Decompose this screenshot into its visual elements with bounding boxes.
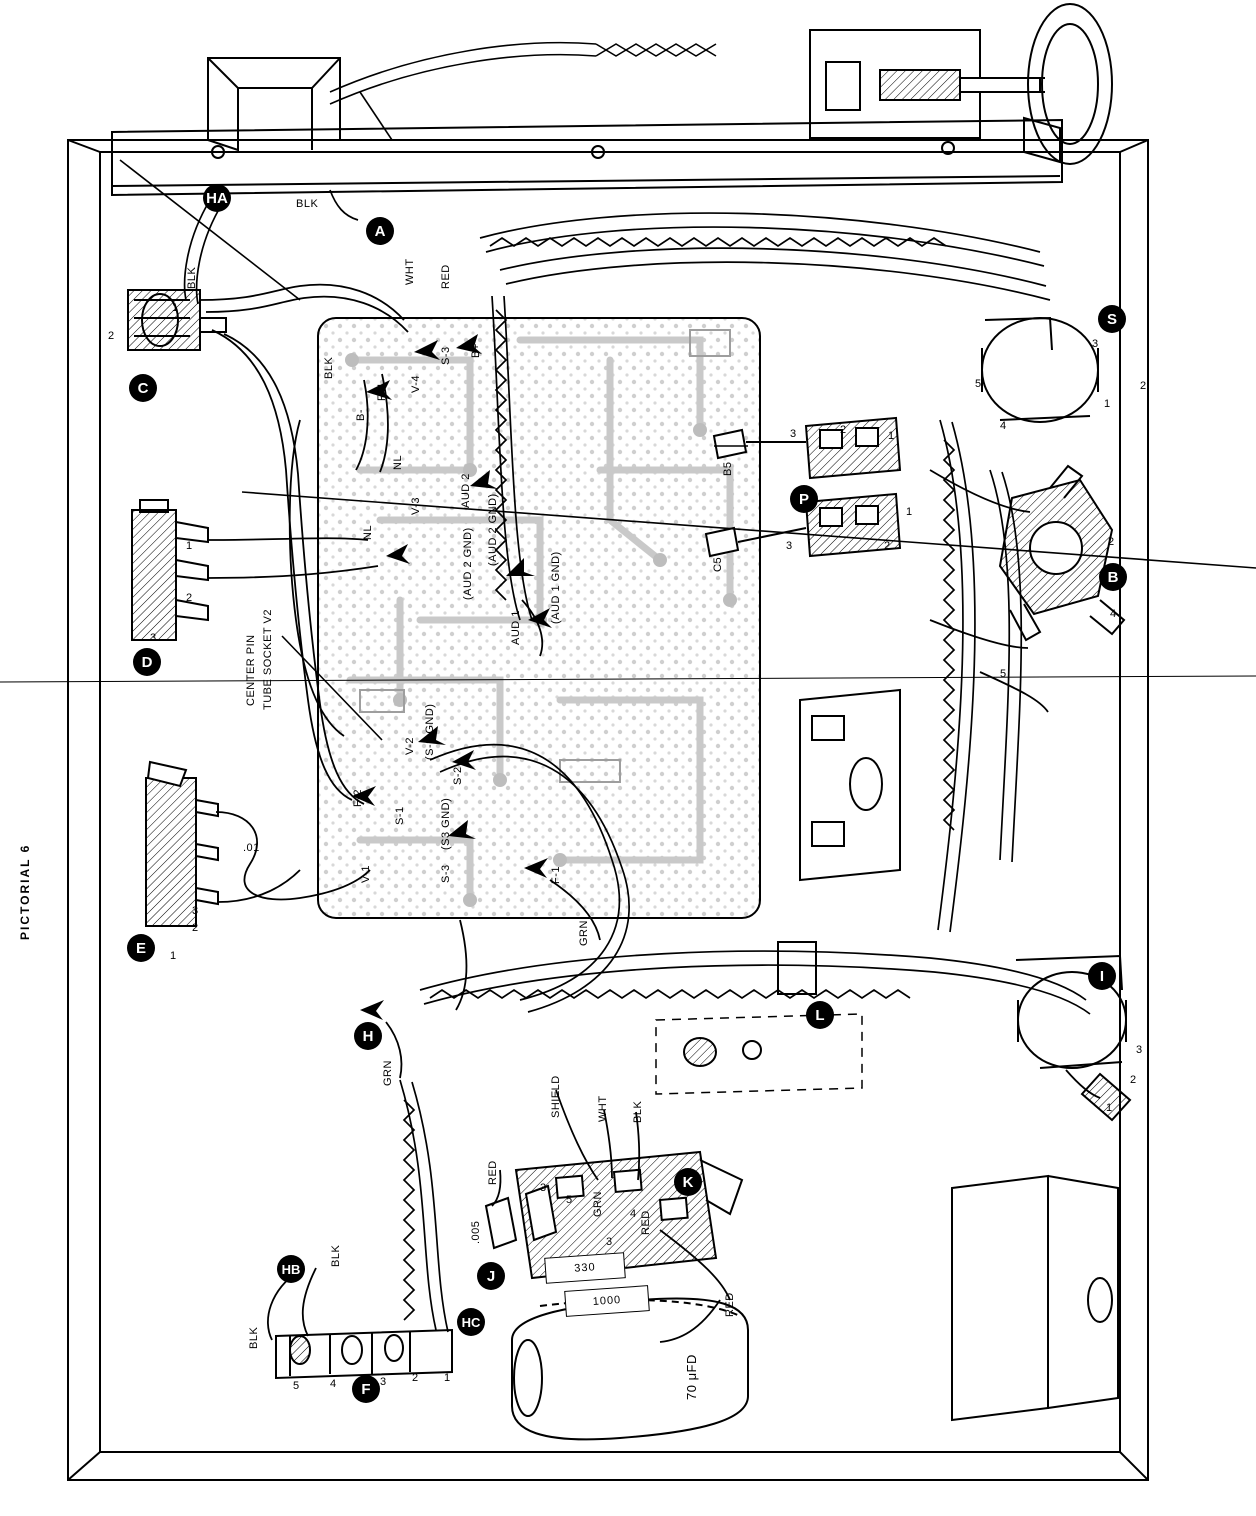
callout-C: C xyxy=(129,374,157,402)
terminal-label-b-minus: B- xyxy=(355,409,367,421)
terminal-label-s3-gnd: (S3 GND) xyxy=(440,797,452,850)
callout-D: D xyxy=(133,648,161,676)
terminal-number: 1 xyxy=(906,506,913,518)
callout-P: P xyxy=(790,485,818,513)
terminal-number: 5 xyxy=(975,378,982,390)
terminal-label-v3: V-3 xyxy=(410,496,422,515)
callout-S: S xyxy=(1098,305,1126,333)
callout-A: A xyxy=(366,217,394,245)
wire-label-grn-c: GRN xyxy=(592,1191,604,1217)
terminal-number: 2 xyxy=(1108,536,1115,548)
callout-L: L xyxy=(806,1001,834,1029)
wire-label-red: RED xyxy=(440,264,452,289)
terminal-label-aud1: AUD 1 xyxy=(510,610,522,645)
wire-label-blk-a: BLK xyxy=(296,198,319,210)
callout-I: I xyxy=(1088,962,1116,990)
terminal-label-v4: V-4 xyxy=(410,374,422,393)
terminal-label-aud2-gnd-b: (AUD 2 GND) xyxy=(462,527,474,600)
terminal-number: 1 xyxy=(444,1372,451,1384)
terminal-number: 2 xyxy=(1130,1074,1137,1086)
callout-B: B xyxy=(1099,563,1127,591)
top-twisted-lead xyxy=(330,43,716,104)
wire-label-grn-b: GRN xyxy=(382,1060,394,1086)
mounting-bracket-center xyxy=(800,690,900,880)
wire-label-blk-c: BLK xyxy=(323,356,335,379)
component-label-point01: .01 xyxy=(243,842,260,854)
wire-label-red-b: RED xyxy=(487,1160,499,1185)
callout-H: H xyxy=(354,1022,382,1050)
terminal-label-s2-gnd: (S-2 GND) xyxy=(424,703,436,760)
terminal-number: 3 xyxy=(1092,338,1099,350)
wire-label-blk-d: BLK xyxy=(330,1244,342,1267)
terminal-number: 3 xyxy=(1136,1044,1143,1056)
terminal-label-aud1-gnd: (AUD 1 GND) xyxy=(550,551,562,624)
terminal-number: 4 xyxy=(1000,420,1007,432)
terminal-label-nl-b: NL xyxy=(362,524,374,540)
terminal-label-nl-a: NL xyxy=(392,454,404,470)
terminal-number: 2 xyxy=(186,592,193,604)
resistor-330: 330 xyxy=(544,1252,626,1284)
figure-caption: PICTORIAL 6 xyxy=(18,843,32,940)
terminal-number: 3 xyxy=(192,905,199,917)
terminal-label-s3b: S-3 xyxy=(440,864,452,883)
terminal-number: 1 xyxy=(172,302,179,314)
terminal-label-aud2: AUD 2 xyxy=(460,473,472,508)
terminal-number: 2 xyxy=(1140,380,1147,392)
terminal-label-s3a: S-3 xyxy=(440,346,452,365)
terminal-number: 1 xyxy=(170,950,177,962)
terminal-label-f1: F-1 xyxy=(550,866,562,884)
wire-label-blk-b: BLK xyxy=(186,266,198,289)
terminal-label-v2: V-2 xyxy=(404,736,416,755)
terminal-number: 2 xyxy=(884,540,891,552)
terminal-number: 5 xyxy=(566,1194,573,1206)
wire-label-blk-f: BLK xyxy=(632,1100,644,1123)
capacitor-value-70mfd: 70 μFD xyxy=(684,1354,699,1400)
terminal-label-aud2-gnd-a: (AUD 2 GND) xyxy=(487,493,499,566)
terminal-number: 4 xyxy=(630,1208,637,1220)
terminal-number: 3 xyxy=(606,1236,613,1248)
terminal-number: 3 xyxy=(786,540,793,552)
wire-label-grn-a: GRN xyxy=(578,920,590,946)
electrolytic-capacitor xyxy=(512,1298,748,1439)
callout-J: J xyxy=(477,1262,505,1290)
wire-label-wht-b: WHT xyxy=(597,1095,609,1122)
wire-label-red-c: RED xyxy=(640,1210,652,1235)
callout-F: F xyxy=(352,1375,380,1403)
callout-HC: HC xyxy=(457,1308,485,1336)
callout-HA: HA xyxy=(203,184,231,212)
terminal-number: 2 xyxy=(840,424,847,436)
terminal-number: 1 xyxy=(186,540,193,552)
terminal-number: 3 xyxy=(150,632,157,644)
callout-K: K xyxy=(674,1168,702,1196)
terminal-number: 3 xyxy=(380,1376,387,1388)
terminal-number: 1 xyxy=(1106,1102,1113,1114)
component-label-point005: .005 xyxy=(470,1220,482,1244)
terminal-label-b-plus: B+ xyxy=(470,343,482,358)
terminal-number: 4 xyxy=(330,1378,337,1390)
terminal-number: 2 xyxy=(108,330,115,342)
terminal-number: 2 xyxy=(192,922,199,934)
terminal-number: 1 xyxy=(888,430,895,442)
wire-label-wht: WHT xyxy=(404,258,416,285)
mounting-bracket-lower-right xyxy=(952,1176,1118,1420)
note-center-pin: CENTER PIN xyxy=(245,634,257,706)
terminal-strip-D xyxy=(132,500,208,640)
terminal-strip-E xyxy=(146,762,218,926)
terminal-label-s1: S-1 xyxy=(394,806,406,825)
terminal-number: 3 xyxy=(540,1182,547,1194)
terminal-label-f2: F-2 xyxy=(352,789,364,807)
terminal-label-b5: B5 xyxy=(722,461,734,476)
terminal-label-c5: C5 xyxy=(712,556,724,572)
resistor-1000: 1000 xyxy=(564,1285,650,1317)
callout-HB: HB xyxy=(277,1255,305,1283)
cable-clamp xyxy=(778,942,816,994)
terminal-label-s2: S-2 xyxy=(452,766,464,785)
terminal-number: 3 xyxy=(790,428,797,440)
terminal-number: 5 xyxy=(1000,668,1007,680)
terminal-label-v1: V-1 xyxy=(360,864,372,883)
terminal-number: 5 xyxy=(293,1380,300,1392)
wire-label-shield: SHIELD xyxy=(550,1075,562,1118)
top-left-bracket xyxy=(208,58,340,150)
terminal-number: 4 xyxy=(1110,608,1117,620)
callout-E: E xyxy=(127,934,155,962)
note-tube-socket-v2: TUBE SOCKET V2 xyxy=(262,609,274,710)
terminal-strip-F xyxy=(276,1330,452,1378)
output-transformer xyxy=(982,318,1098,422)
terminal-number: 2 xyxy=(412,1372,419,1384)
wire-label-red-d: RED xyxy=(724,1292,736,1317)
grommet-detail xyxy=(684,1038,761,1066)
terminal-number: 1 xyxy=(1104,398,1111,410)
terminal-label-f4: F-4 xyxy=(376,383,388,401)
wire-label-blk-e: BLK xyxy=(248,1326,260,1349)
